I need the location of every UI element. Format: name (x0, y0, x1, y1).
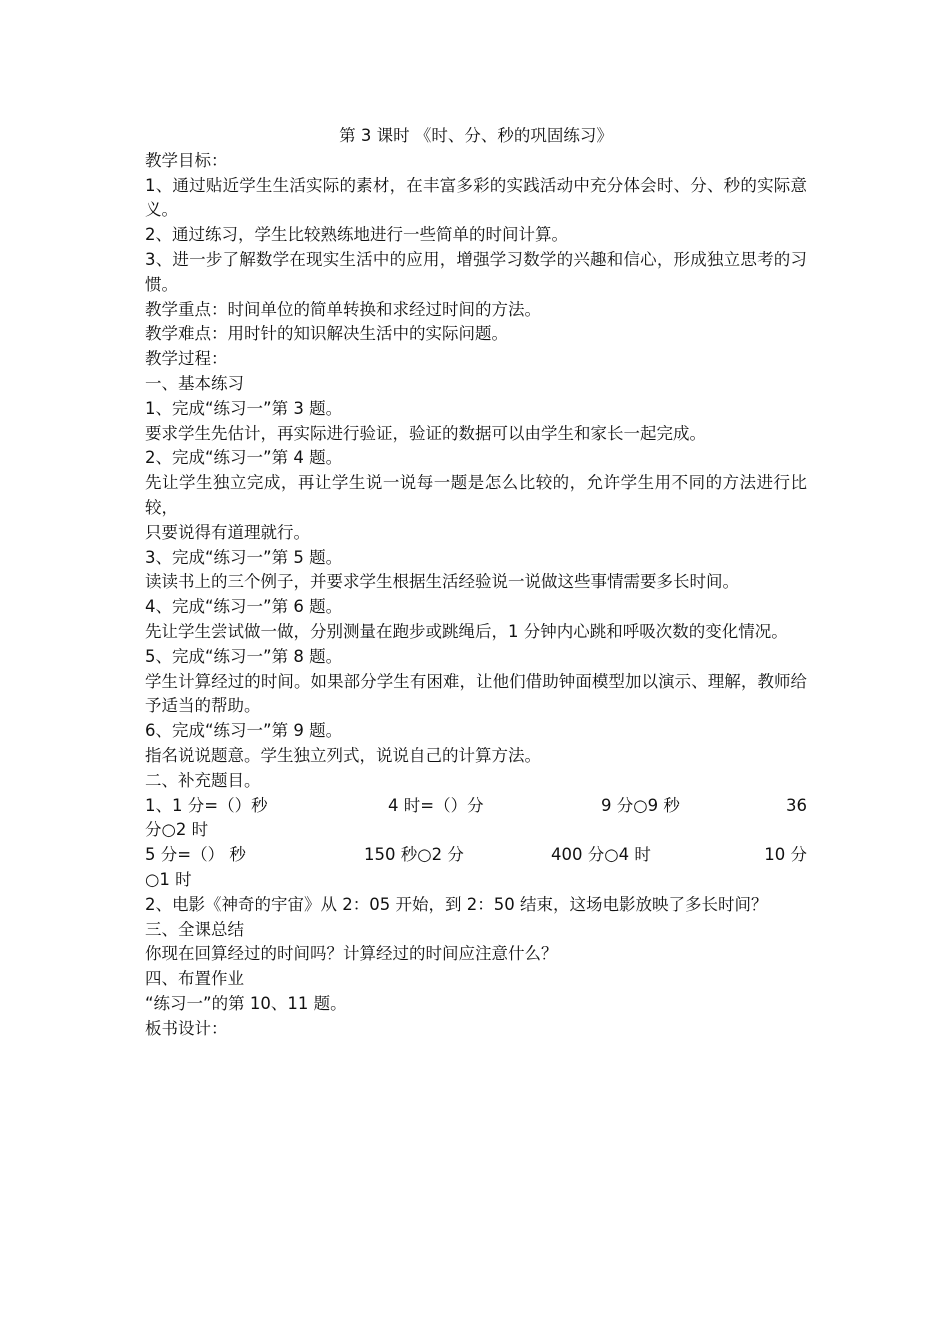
exercise-text: 先让学生独立完成，再让学生说一说每一题是怎么比较的，允许学生用不同的方法进行比较， (145, 473, 807, 517)
exercise-text: 指名说说题意。学生独立列式，说说自己的计算方法。 (145, 745, 541, 765)
objective-item: 2、通过练习，学生比较熟练地进行一些简单的时间计算。 (145, 225, 568, 245)
exercise-text: 读读书上的三个例子，并要求学生根据生活经验说一说做这些事情需要多长时间。 (145, 572, 739, 592)
supplement-continuation: 分○2 时 (145, 820, 209, 840)
homework-text: “练习一”的第 10、11 题。 (145, 993, 347, 1013)
supplement-cell: 10 分 (764, 845, 807, 865)
lesson-document (145, 124, 807, 1041)
exercise-title: 6、完成“练习一”第 9 题。 (145, 721, 343, 741)
exercise-title: 2、完成“练习一”第 4 题。 (145, 448, 343, 468)
supplement-cell: 400 分○4 时 (551, 845, 651, 865)
board-design-label: 板书设计： (145, 1018, 228, 1038)
supplement-cell: 9 分○9 秒 (601, 795, 680, 815)
objectives-heading: 教学目标： (145, 150, 228, 170)
difficulty: 教学难点：用时针的知识解决生活中的实际问题。 (145, 324, 508, 344)
supplement-cell: 4 时=（）分 (388, 795, 484, 815)
exercise-text: 先让学生尝试做一做，分别测量在跑步或跳绳后，1 分钟内心跳和呼吸次数的变化情况。 (145, 621, 788, 641)
supplement-cell: 36 (786, 795, 807, 815)
exercise-title: 1、完成“练习一”第 3 题。 (145, 398, 343, 418)
process-heading: 教学过程： (145, 349, 228, 369)
exercise-text: 学生计算经过的时间。如果部分学生有困难，让他们借助钟面模型加以演示、理解，教师给予适当的帮助。 (145, 671, 807, 716)
section-heading: 三、全课总结 (145, 919, 244, 939)
section-heading: 一、基本练习 (145, 373, 244, 393)
exercise-title: 4、完成“练习一”第 6 题。 (145, 597, 343, 617)
supplement-cell: 150 秒○2 分 (364, 845, 464, 865)
supplement-row (145, 794, 807, 819)
summary-text: 你现在回算经过的时间吗？计算经过的时间应注意什么？ (145, 944, 558, 964)
objective-item: 1、通过贴近学生生活实际的素材，在丰富多彩的实践活动中充分体会时、分、秒的实际意义。 (145, 175, 807, 220)
exercise-text: 要求学生先估计，再实际进行验证，验证的数据可以由学生和家长一起完成。 (145, 423, 706, 443)
supplement-cell: 5 分=（） 秒 (145, 845, 246, 865)
supplement-row (145, 843, 807, 868)
word-problem: 2、电影《神奇的宇宙》从 2：05 开始，到 2：50 结束，这场电影放映了多长时间？ (145, 894, 768, 914)
objective-item: 3、进一步了解数学在现实生活中的应用，增强学习数学的兴趣和信心，形成独立思考的习惯。 (145, 249, 807, 294)
supplement-cell: 1、1 分=（）秒 (145, 795, 268, 815)
supplement-continuation: ○1 时 (145, 869, 192, 889)
section-heading: 二、补充题目。 (145, 770, 261, 790)
exercise-title: 5、完成“练习一”第 8 题。 (145, 646, 343, 666)
exercise-text: 只要说得有道理就行。 (145, 522, 310, 542)
section-heading: 四、布置作业 (145, 969, 244, 989)
document-title: 第 3 课时 《时、分、秒的巩固练习》 (339, 126, 613, 145)
key-point: 教学重点：时间单位的简单转换和求经过时间的方法。 (145, 299, 541, 319)
exercise-title: 3、完成“练习一”第 5 题。 (145, 547, 343, 567)
